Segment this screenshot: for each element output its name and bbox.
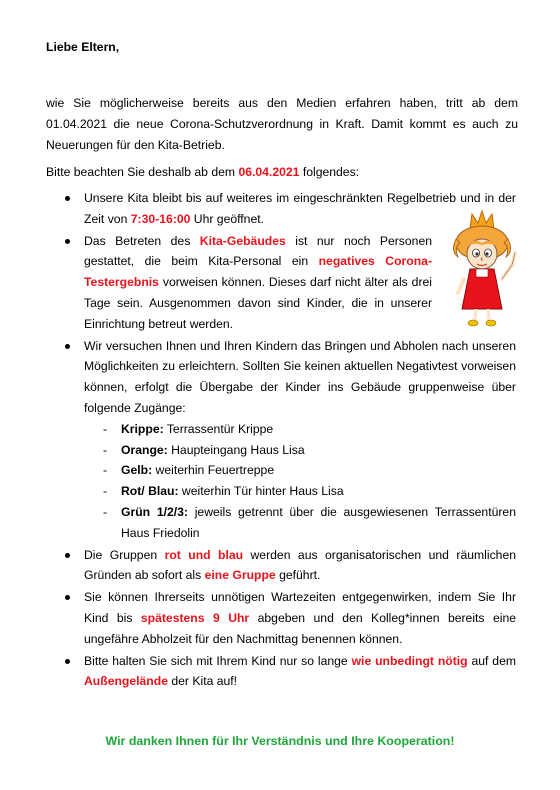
dropoff-text-post: abgeben und den Kolleg*innen bereits eine ungefähre Abholzeit für den Nachmittag benennen können. (84, 610, 517, 646)
entrance-group: Rot/ Blau: (121, 484, 179, 499)
access-text-post: vorweisen können. Dieses darf nicht älter als drei Tage sein. Ausgenommen davon sind Kinder, die in unserer Einrichtung betreut werden. (84, 275, 432, 331)
handover-text: Wir versuchen Ihnen und Ihren Kindern das Bringen und Abholen nach unseren Möglichkeiten zu erleichtern. Sollten Sie keinen aktuellen Negativtest vorweisen können, erfolgt die Übergabe der Kinder ins Gebäude gruppenweise über folgende Zugänge: (84, 338, 516, 415)
entrance-group: Grün 1/2/3: (121, 504, 188, 519)
access-text-pre: Das Betreten des (84, 233, 200, 248)
girl-with-crown-illustration (440, 209, 525, 331)
dropoff-text-pre: Sie können Ihrerseits unnötigen Wartezeiten entgegenwirken, indem Sie Ihr Kind bis (84, 590, 516, 625)
dropoff-deadline: spätestens 9 Uhr (140, 610, 250, 625)
kita-building: Kita-Gebäudes (199, 233, 286, 248)
entrance-item (84, 419, 516, 440)
outdoor-text-mid: auf dem (467, 653, 516, 668)
list-item-groups-merged (0, 545, 516, 587)
opening-time: 7:30-16:00 (130, 211, 191, 226)
negative-test-result: negatives Corona-Testergebnis (84, 254, 433, 290)
note-paragraph (46, 162, 526, 183)
entrances-list (84, 419, 516, 544)
list-item-drop-off-time (0, 587, 516, 649)
intro-paragraph: wie Sie möglicherweise bereits aus den Medien erfahren haben, tritt ab dem 01.04.2021 die neue Corona-Schutzverordnung in Kraft. Damit kommt es auch zu Neuerungen für den Kita-Betrieb. (46, 96, 518, 152)
list-item-opening-hours (0, 188, 516, 230)
groups-text-post: geführt. (275, 568, 321, 583)
outdoor-area: Außengelände (84, 674, 168, 689)
entrance-desc: jeweils getrennt über die ausgewiesenen Terrassentüren Haus Friedolin (121, 504, 516, 540)
list-item-outdoor-area (0, 651, 516, 693)
access-text-mid: ist nur noch Personen gestattet, die beim Kita-Personal ein (84, 233, 432, 269)
outdoor-text-pre: Bitte halten Sie sich mit Ihrem Kind nur so lange (84, 653, 352, 668)
groups-text-pre: Die Gruppen (84, 547, 165, 562)
list-item-handover (0, 336, 516, 544)
entrance-item (84, 440, 516, 461)
only-as-necessary: wie unbedingt nötig (351, 653, 468, 668)
entrance-desc: Haupteingang Haus Lisa (167, 442, 305, 457)
outdoor-text-post: der Kita auf! (167, 674, 238, 689)
entrance-item (84, 481, 516, 502)
note-post: folgendes: (299, 165, 360, 179)
start-date: 06.04.2021 (238, 165, 300, 179)
opening-hours-suffix: Uhr geöffnet. (190, 211, 264, 226)
entrance-group: Krippe: (121, 421, 164, 436)
entrance-desc: weiterhin Tür hinter Haus Lisa (178, 484, 344, 499)
one-group: eine Gruppe (204, 568, 276, 583)
note-pre: Bitte beachten Sie deshalb ab dem (46, 165, 239, 179)
entrance-desc: weiterhin Feuertreppe (152, 463, 275, 478)
thanks-line: Wir danken Ihnen für Ihr Verständnis und Ihre Kooperation! (105, 734, 455, 748)
entrance-group: Gelb: (121, 463, 153, 478)
entrance-item (84, 460, 516, 481)
groups-red-blue: rot und blau (164, 547, 244, 562)
entrance-item (84, 502, 516, 544)
opening-hours-text: Unsere Kita bleibt bis auf weiteres im eingeschränkten Regelbetrieb und in der Zeit von (84, 191, 516, 226)
groups-text-mid: werden aus organisatorischen und räumlichen Gründen ab sofort als (84, 547, 516, 583)
list-item-building-access (0, 231, 516, 335)
salutation: Liebe Eltern, (46, 40, 120, 54)
entrance-group: Orange: (121, 442, 168, 457)
entrance-desc: Terrassentür Krippe (163, 421, 274, 436)
